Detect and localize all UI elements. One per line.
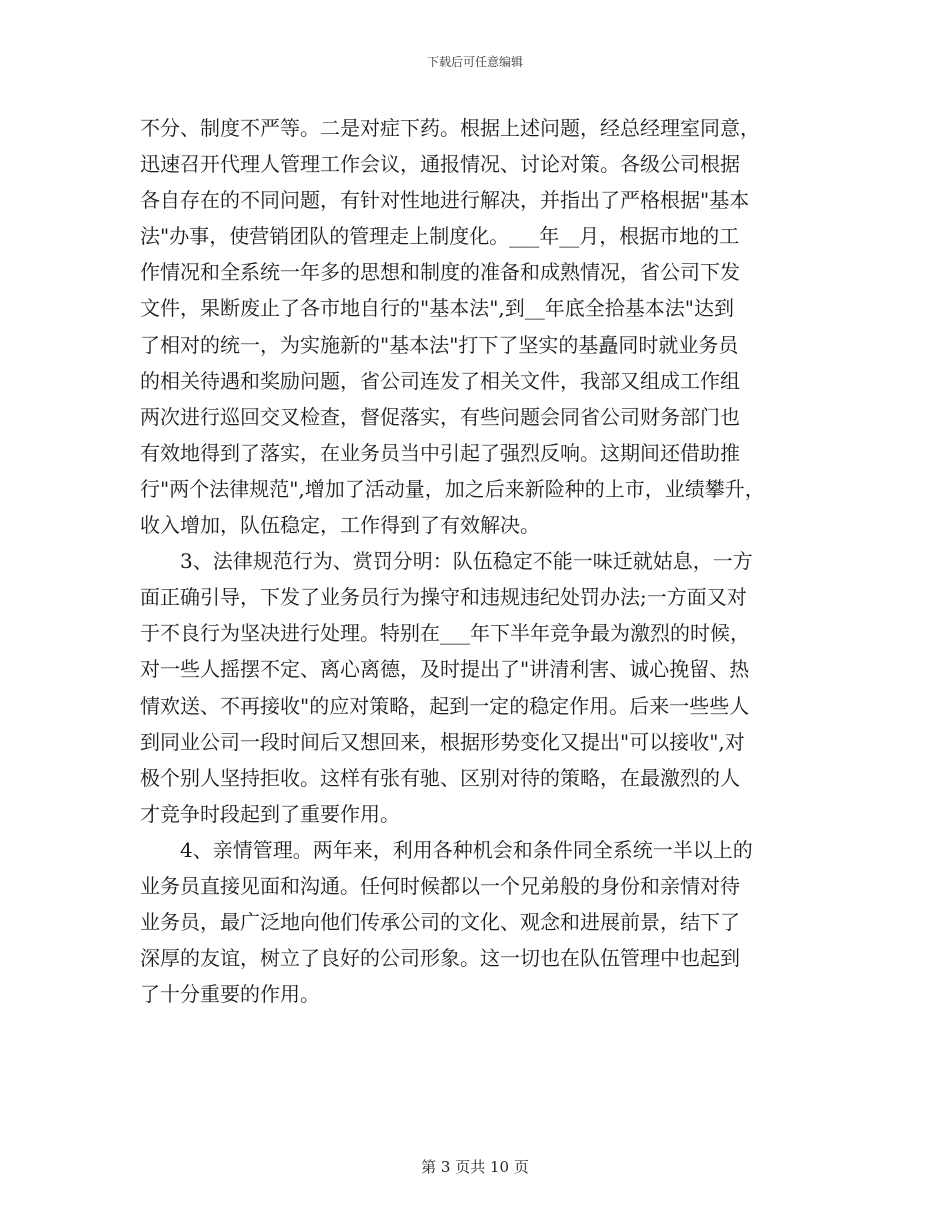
text-line: 各自存在的不同问题，有针对性地进行解决，并指出了严格根据"基本 <box>140 188 750 213</box>
text-line: 行"两个法律规范",增加了活动量，加之后来新险种的上市，业绩攀升， <box>140 476 765 501</box>
text-line: 迅速召开代理人管理工作会议，通报情况、讨论对策。各级公司根据 <box>140 152 740 177</box>
text-line: 业务员，最广泛地向他们传承公司的文化、观念和进展前景，结下了 <box>140 910 740 935</box>
page-number-footer: 第 3 页共 10 页 <box>421 1158 529 1176</box>
text-line: 文件，果断废止了各市地自行的"基本法",到__年底全拾基本法"达到 <box>140 296 734 321</box>
text-line: 极个别人坚持拒收。这样有张有驰、区别对待的策略，在最激烈的人 <box>140 765 740 790</box>
text-line: 两次进行巡回交叉检查，督促落实，有些问题会同省公司财务部门也 <box>140 404 740 429</box>
text-line: 到同业公司一段时间后又想回来，根据形势变化又提出"可以接收",对 <box>140 729 745 754</box>
text-line: 对一些人摇摆不定、离心离德，及时提出了"讲清利害、诚心挽留、热 <box>140 657 750 682</box>
text-line: 作情况和全系统一年多的思想和制度的准备和成熟情况，省公司下发 <box>140 260 740 285</box>
text-line: 了十分重要的作用。 <box>140 982 320 1007</box>
text-line: 情欢送、不再接收"的应对策略，起到一定的稳定作用。后来一些些人 <box>140 693 750 718</box>
text-line: 有效地得到了落实，在业务员当中引起了强烈反响。这期间还借助推 <box>140 440 740 465</box>
text-line: 法"办事，使营销团队的管理走上制度化。___年__月，根据市地的工 <box>140 224 740 249</box>
text-line: 不分、制度不严等。二是对症下药。根据上述问题，经总经理室同意， <box>140 116 760 140</box>
text-line: 收入增加，队伍稳定，工作得到了有效解决。 <box>140 513 540 538</box>
text-line: 3、法律规范行为、赏罚分明：队伍稳定不能一味迁就姑息，一方 <box>180 549 753 574</box>
text-line: 于不良行为坚决进行处理。特别在___年下半年竞争最为激烈的时候， <box>140 621 750 646</box>
text-line: 了相对的统一，为实施新的"基本法"打下了坚实的基矗同时就业务员 <box>140 332 739 357</box>
text-line: 面正确引导，下发了业务员行为操守和违规违纪处罚办法;一方面又对 <box>140 585 747 610</box>
text-line: 深厚的友谊，树立了良好的公司形象。这一切也在队伍管理中也起到 <box>140 946 740 971</box>
text-line: 业务员直接见面和沟通。任何时候都以一个兄弟般的身份和亲情对待 <box>140 873 740 898</box>
page-header: 下载后可任意编辑 <box>426 55 523 69</box>
text-line: 的相关待遇和奖励问题，省公司连发了相关文件，我部又组成工作组 <box>140 368 740 393</box>
document-body <box>140 110 830 1012</box>
text-line: 才竞争时段起到了重要作用。 <box>140 801 400 826</box>
text-line: 4、亲情管理。两年来，利用各种机会和条件同全系统一半以上的 <box>180 837 753 862</box>
